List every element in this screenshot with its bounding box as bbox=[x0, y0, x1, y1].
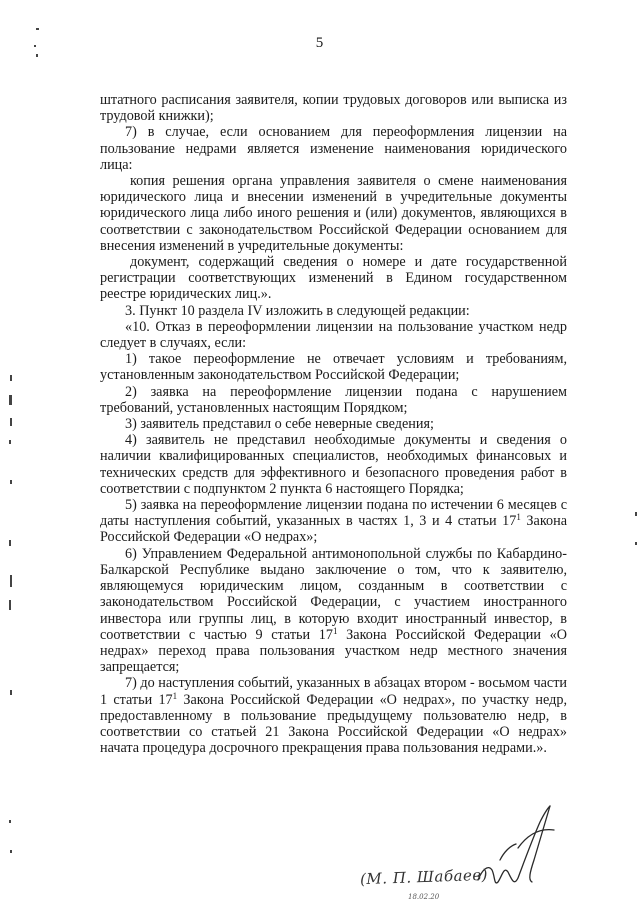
paragraph-10: 4) заявитель не представил необходимые документы и сведения о наличии квалифицированных специалистов, необходимых финансовых и технических средств для эффективного и безопасного проведения работ в соответствии с подпунктом 2 пункта 6 настоящего Порядка; bbox=[100, 432, 567, 497]
paragraph-12-text: 6) Управлением Федеральной антимонопольной службы по Кабардино-Балкарской Республике выдано заключение о том, что к заявителю, являющемуся юридическим лицом, созданным в соответствии с законодательством Российской Федерации, с участием иностранного инвестора или группы лиц, в которую входит иностранный инвестор, в соответствии с частью 9 статьи 17 bbox=[100, 545, 567, 643]
paragraph-4: документ, содержащий сведения о номере и дате государственной регистрации соответствующих изменений в Едином государственном реестре юридических лиц.». bbox=[100, 254, 567, 303]
page-number: 5 bbox=[315, 35, 324, 51]
paragraph-11 bbox=[100, 497, 567, 546]
paragraph-1: штатного расписания заявителя, копии трудовых договоров или выписка из трудовой книжки); bbox=[100, 92, 567, 125]
paragraph-9: 3) заявитель представил о себе неверные сведения; bbox=[125, 416, 434, 433]
paragraph-3: копия решения органа управления заявителя о смене наименования юридического лица и внесении изменений в учредительные документы юридического лица либо иного решения и (или) документов, являющихся в соответствии с законодательством Российской Федерации основанием для внесения изменений в учредительные документы: bbox=[100, 173, 567, 254]
paragraph-12-text-end: Закона Российской Федерации «О недрах» переход права пользования участком недр местного значения запрещается; bbox=[100, 626, 567, 676]
signature-caption: (М. П. Шабаев) bbox=[359, 865, 489, 889]
signature-date: 18.02.20 bbox=[408, 893, 440, 901]
paragraph-13-text: 7) до наступления событий, указанных в абзацах втором - восьмом части 1 статьи 17 bbox=[100, 675, 567, 708]
superscript: 1 bbox=[172, 690, 178, 701]
paragraph-7: 1) такое переоформление не отвечает условиям и требованиям, установленным законодательством Российской Федерации; bbox=[100, 351, 567, 384]
paragraph-12 bbox=[100, 546, 567, 676]
paragraph-6: «10. Отказ в переоформлении лицензии на пользование участком недр следует в случаях, если: bbox=[100, 318, 567, 352]
paragraph-2: 7) в случае, если основанием для переоформления лицензии на пользование недрами является изменение наименования юридического лица: bbox=[100, 124, 567, 173]
paragraph-5: 3. Пункт 10 раздела IV изложить в следующей редакции: bbox=[125, 302, 470, 319]
document-body bbox=[100, 92, 567, 756]
superscript: 1 bbox=[332, 625, 338, 636]
superscript: 1 bbox=[516, 512, 521, 523]
paragraph-13 bbox=[100, 675, 567, 756]
paragraph-11-text-end: Закона Российской Федерации «О недрах»; bbox=[100, 513, 567, 546]
paragraph-13-text-end: Закона Российской Федерации «О недрах», по участку недр, предоставленному в пользование предыдущему пользователю недр, в соответствии со статьей 21 Закона Российской Федерации «О недрах» начата процедура досрочного прекращения права пользования недрами.». bbox=[100, 691, 567, 757]
paragraph-11-text: 5) заявка на переоформление лицензии подана по истечении 6 месяцев с даты наступления событий, указанных в частях 1, 3 и 4 статьи 17 bbox=[100, 497, 567, 530]
paragraph-8: 2) заявка на переоформление лицензии подана с нарушением требований, установленных настоящим Порядком; bbox=[100, 383, 567, 416]
